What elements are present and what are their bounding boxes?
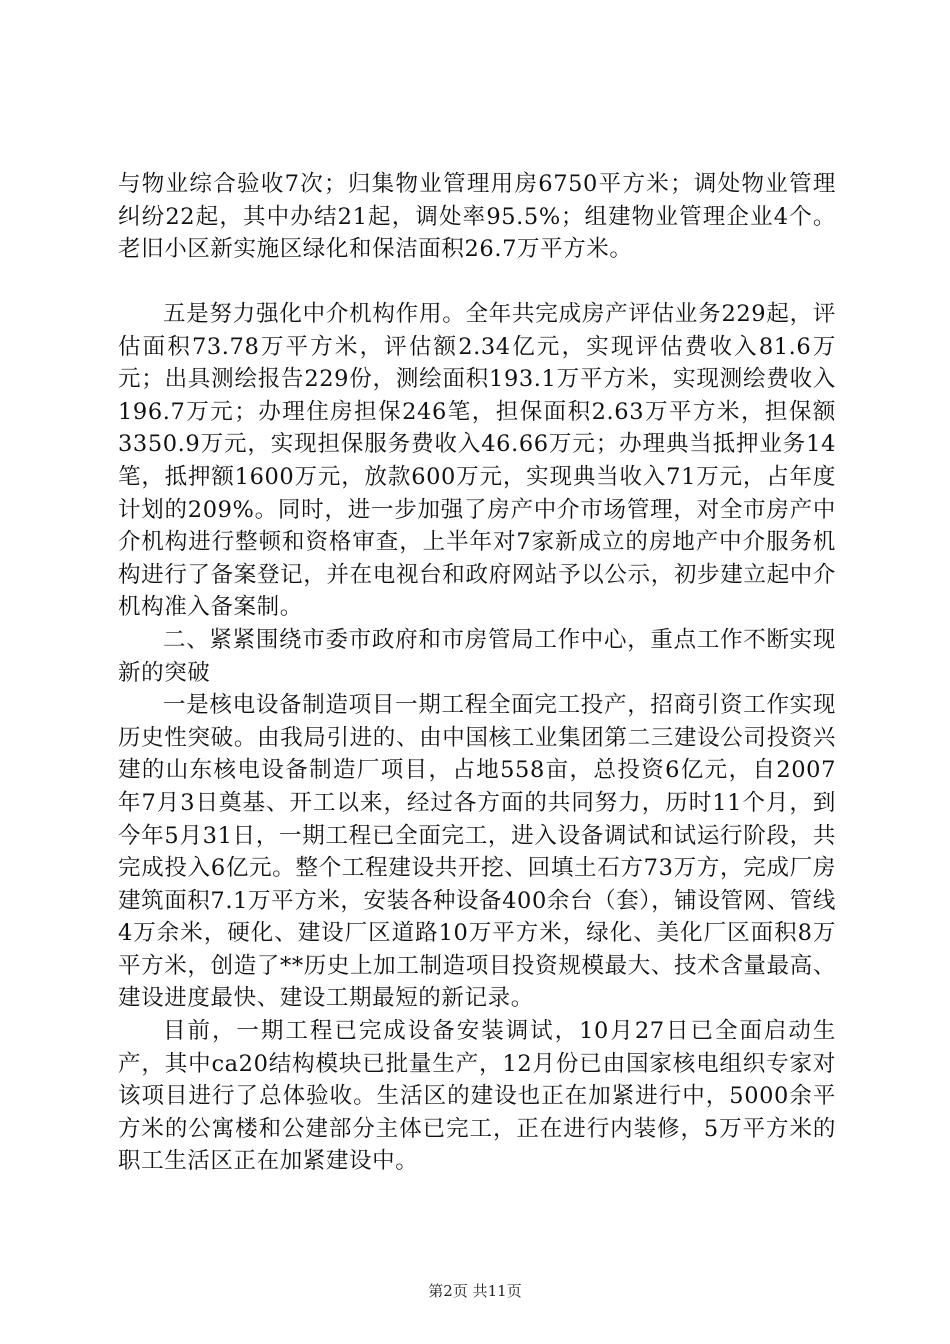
text-block-main [118,298,836,1178]
section-heading-key-work: 二、紧紧围绕市委市政府和市房管局工作中心，重点工作不断实现新的突破 [118,626,836,686]
paragraph-intermediary-agencies: 五是努力强化中介机构作用。全年共完成房产评估业务229起，评估面积73.78万平方米，评估额2.34亿元，实现评估费收入81.6万元；出具测绘报告229份，测绘面积193.1万平方米，实现测绘费收入196.7万元；办理住房担保246笔，担保面积2.63万平方米，担保额3350.9万元，实现担保服务费收入46.66万元；办理典当抵押业务14笔，抵押额1600万元，放款600万元，实现典当收入71万元，占年度计划的209%。同时，进一步加强了房产中介市场管理，对全市房产中介机构进行整顿和资格审查，上半年对7家新成立的房地产中介服务机构进行了备案登记，并在电视台和政府网站予以公示，初步建立起中介机构准入备案制。 [118,301,836,621]
paragraph-current-progress: 目前，一期工程已完成设备安装调试，10月27日已全面启动生产，其中ca20结构模块已批量生产，12月份已由国家核电组织专家对该项目进行了总体验收。生活区的建设也正在加紧进行中，5000余平方米的公寓楼和公建部分主体已完工，正在进行内装修，5万平方米的职工生活区正在加紧建设中。 [118,1018,836,1175]
text-block-top [118,168,836,266]
paragraph-property-acceptance: 与物业综合验收7次；归集物业管理用房6750平方米；调处物业管理纠纷22起，其中办结21起，调处率95.5%；组建物业管理企业4个。老旧小区新实施区绿化和保洁面积26.7万平方米。 [118,171,836,263]
page-number-footer: 第2页 共11页 [428,1282,522,1300]
paragraph-nuclear-equipment-project: 一是核电设备制造项目一期工程全面完工投产，招商引资工作实现历史性突破。由我局引进的、由中国核工业集团第二三建设公司投资兴建的山东核电设备制造厂项目，占地558亩，总投资6亿元，自2007年7月3日奠基、开工以来，经过各方面的共同努力，历时11个月，到今年5月31日，一期工程已全面完工，进入设备调试和试运行阶段，共完成投入6亿元。整个工程建设共开挖、回填土石方73万方，完成厂房建筑面积7.1万平方米，安装各种设备400余台（套），铺设管网、管线4万余米，硬化、建设厂区道路10万平方米，绿化、美化厂区面积8万平方米，创造了**历史上加工制造项目投资规模最大、技术含量最高、建设进度最快、建设工期最短的新记录。 [118,692,836,1012]
